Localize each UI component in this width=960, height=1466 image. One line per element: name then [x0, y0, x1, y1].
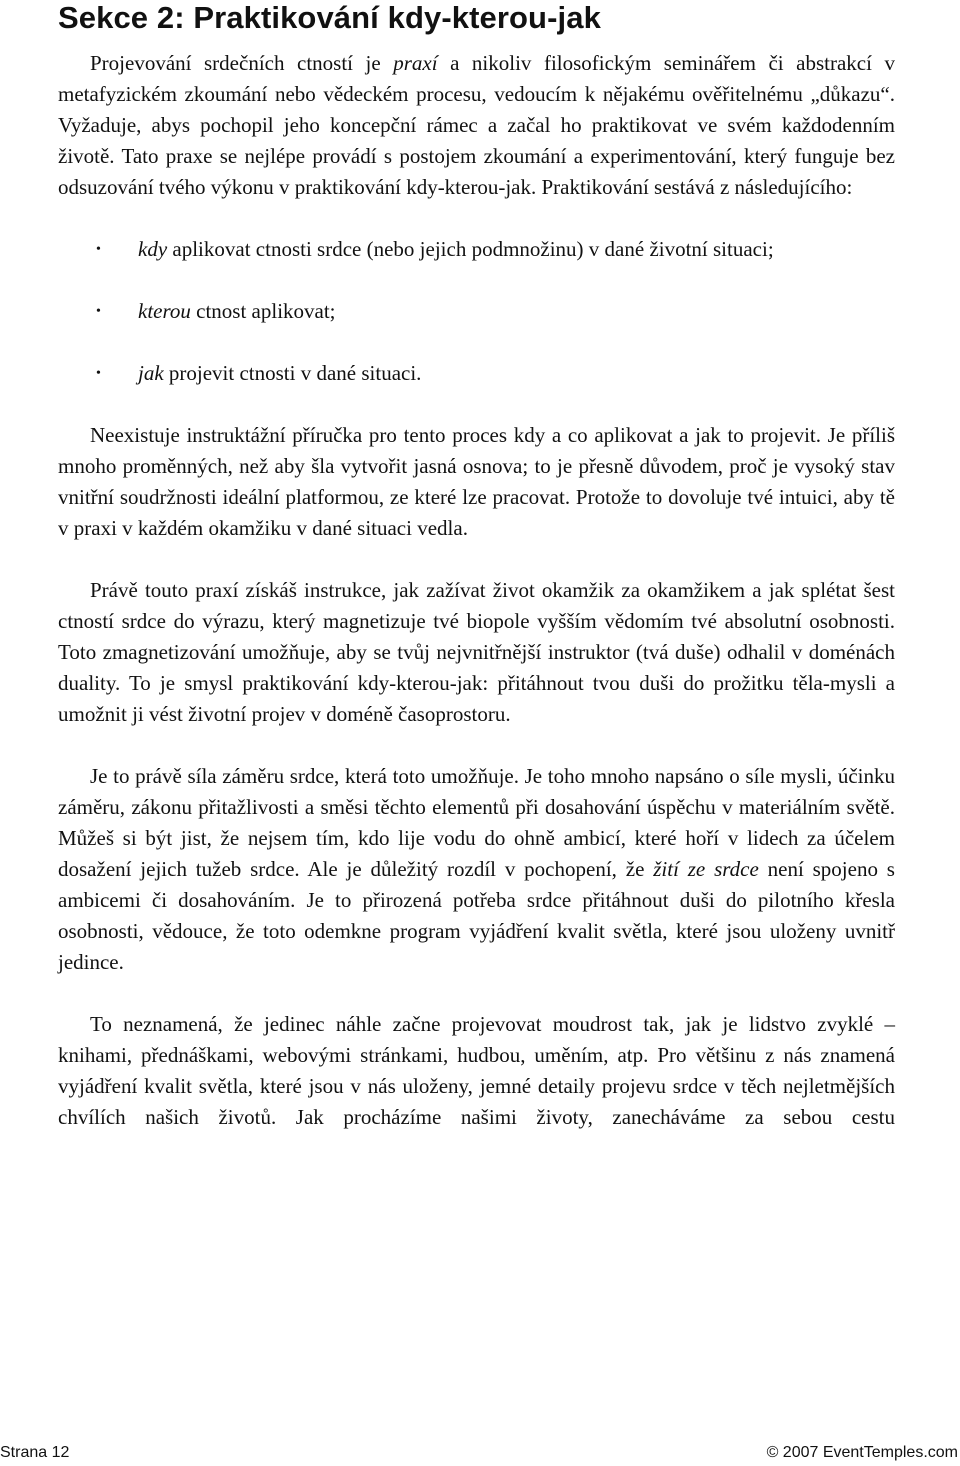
paragraph-spacer: [58, 978, 895, 1009]
paragraph-spacer: [58, 730, 895, 761]
list-item-text: projevit ctnosti v dané situaci.: [163, 361, 422, 385]
paragraph-text: není spojeno s ambicemi či dosahováním. Je to přirozená potřeba srdce přitáhnout duši do pilotního křesla osobnosti, vědouce, že toto odemkne program vyjádření kvalit světla, které jsou uloženy uvnitř jedince.: [58, 857, 895, 974]
list-item: [58, 358, 895, 389]
paragraph-text: Je to právě síla záměru srdce, která toto umožňuje. Je toho mnoho napsáno o síle mysli, účinku záměru, zákonu přitažlivosti a směsi těchto elementů při dosahování úspěchu v materiálním světě. Můžeš si být jist, že nejsem tím, kdo lije vodu do ohně ambicí, které hoří v lidech za účelem dosažení jejich tužeb srdce. Ale je důležitý rozdíl v pochopení, že: [58, 764, 895, 881]
bullet-list: [58, 234, 895, 389]
paragraph-practice: Právě touto praxí získáš instrukce, jak zažívat život okamžik za okamžikem a jak splétat šest ctností srdce do výrazu, který magnetizuje tvé biopole vyšším vědomím tvé absolutní osobnosti. Toto zmagnetizování umožňuje, aby se tvůj nejvnitřnější instruktor (tvá duše) odhalil v doménách duality. To je smysl praktikování kdy-kterou-jak: přitáhnout tvou duši do prožitku těla-mysli a umožnit ji vést životní projev v doméně časoprostoru.: [58, 578, 895, 726]
list-item: [58, 234, 895, 265]
emphasis-text: žití ze srdce: [653, 857, 759, 881]
bullet-icon: •: [96, 304, 101, 319]
emphasis-text: kterou: [138, 299, 191, 323]
paragraph-wisdom: To neznamená, že jedinec náhle začne projevovat moudrost tak, jak je lidstvo zvyklé – knihami, přednáškami, webovými stránkami, hudbou, uměním, atp. Pro většinu z nás znamená vyjádření kvalit světla, které jsou v nás uloženy, jemné detaily projevu srdce v těch nejletmějších chvílích našich životů. Jak procházíme našimi životy, zanecháváme za sebou cestu: [58, 1012, 895, 1129]
paragraph-instructions: Neexistuje instruktážní příručka pro tento proces kdy a co aplikovat a jak to projevit. Je příliš mnoho proměnných, než aby šla vytvořit jasná osnova; to je přesně důvodem, proč je vysoký stav vnitřní soudržnosti ideální platformou, ze které lze pracovat. Protože to dovoluje tvé intuici, aby tě v praxi v každém okamžiku v dané situaci vedla.: [58, 423, 895, 540]
paragraph-spacer: [58, 544, 895, 575]
emphasis-text: jak: [138, 361, 164, 385]
bullet-icon: •: [96, 242, 101, 257]
document-body: [58, 48, 895, 1133]
list-item-text: aplikovat ctnosti srdce (nebo jejich podmnožinu) v dané životní situaci;: [167, 237, 774, 261]
paragraph-intro: [58, 48, 895, 203]
section-heading: Sekce 2: Praktikování kdy-kterou-jak: [58, 0, 601, 35]
paragraph-text: a nikoliv filosofickým seminářem či abstrakcí v metafyzickém zkoumání nebo vědeckém procesu, vedoucím k nějakému ověřitelnému „důkazu“. Vyžaduje, abys pochopil jeho koncepční rámec a začal ho praktikovat ve svém každodenním životě. Tato praxe se nejlépe provádí s postojem zkoumání a experimentování, který funguje bez odsuzování tvého výkonu v praktikování kdy-kterou-jak. Praktikování sestává z následujícího:: [58, 51, 895, 199]
emphasis-text: kdy: [138, 237, 168, 261]
page-number: Strana 12: [0, 1444, 70, 1461]
bullet-icon: •: [96, 366, 101, 381]
copyright-notice: © 2007 EventTemples.com: [766, 1444, 958, 1461]
paragraph-text: Projevování srdečních ctností je: [90, 51, 394, 75]
paragraph-intention: [58, 761, 895, 978]
emphasis-text: praxí: [393, 51, 438, 75]
list-item-text: ctnost aplikovat;: [190, 299, 336, 323]
list-item: [58, 296, 895, 327]
